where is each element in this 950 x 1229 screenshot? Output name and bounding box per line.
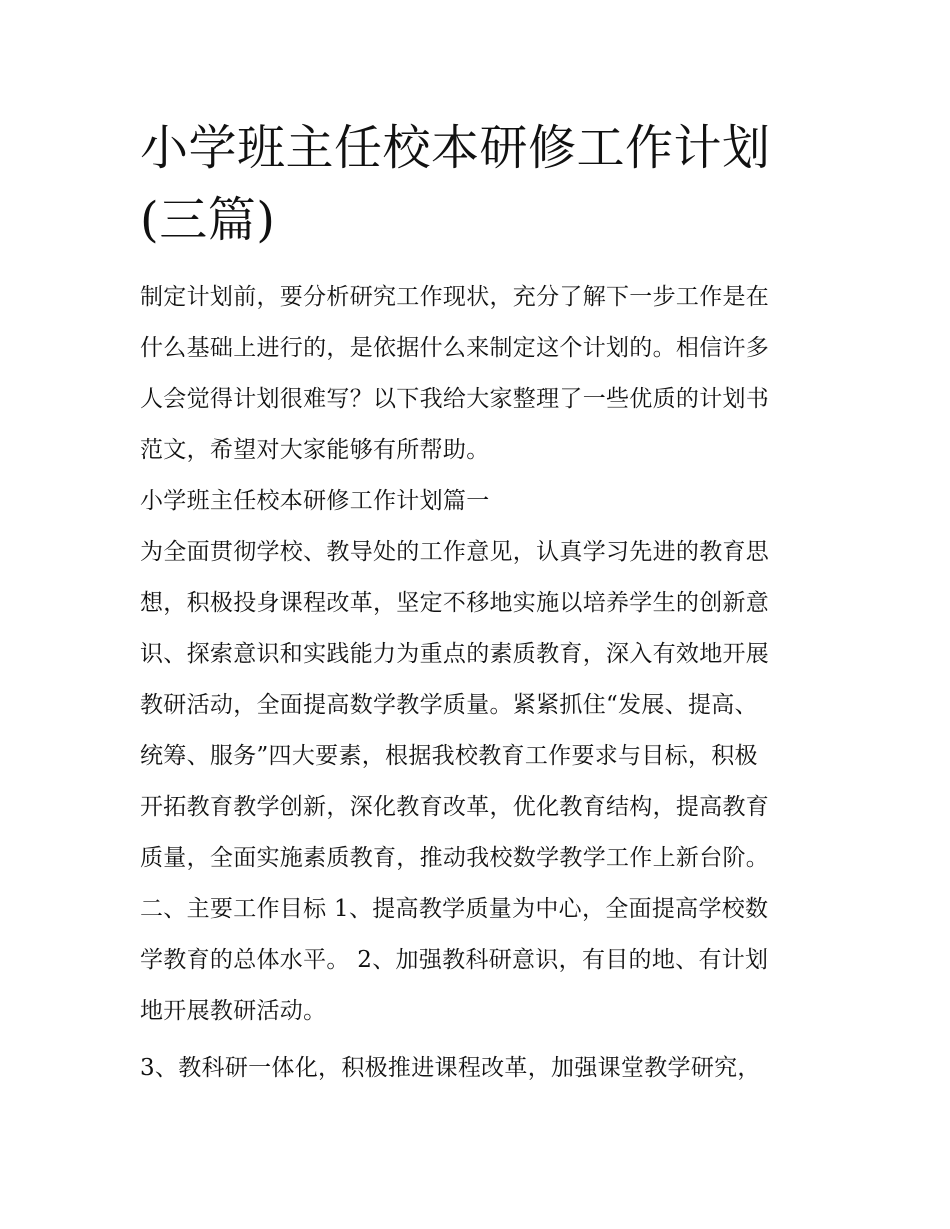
- paragraph-line: 二、主要工作目标 1、提高教学质量为中心，全面提高学校数: [140, 896, 769, 922]
- intro-line: 范文，希望对大家能够有所帮助。: [140, 437, 490, 463]
- paragraph-line: 想，积极投身课程改革，坚定不移地实施以培养学生的创新意: [140, 590, 770, 616]
- intro-line: 什么基础上进行的，是依据什么来制定这个计划的。相信许多: [140, 335, 770, 361]
- intro-line: 人会觉得计划很难写？以下我给大家整理了一些优质的计划书: [140, 386, 770, 412]
- paragraph-line: 3、教科研一体化，积极推进课程改革，加强课堂教学研究，: [140, 1055, 761, 1081]
- paragraph-line: 教研活动，全面提高数学教学质量。紧紧抓住“发展、提高、: [140, 692, 758, 718]
- section-heading: 小学班主任校本研修工作计划篇一: [140, 488, 490, 514]
- paragraph-line: 地开展教研活动。: [140, 998, 327, 1024]
- title-line: (三篇): [140, 192, 276, 248]
- document-title: [140, 112, 820, 256]
- paragraph-line: 质量，全面实施素质教育，推动我校数学教学工作上新台阶。: [140, 845, 770, 871]
- paragraph-line: 为全面贯彻学校、教导处的工作意见，认真学习先进的教育思: [140, 539, 770, 565]
- document-page: [140, 112, 820, 1094]
- document-body: [140, 272, 820, 1094]
- paragraph-line: 统筹、服务”四大要素，根据我校教育工作要求与目标，积极: [140, 743, 758, 769]
- paragraph-line: 学教育的总体水平。 2、加强教科研意识，有目的地、有计划: [140, 947, 769, 973]
- intro-line: 制定计划前，要分析研究工作现状，充分了解下一步工作是在: [140, 284, 770, 310]
- title-line: 小学班主任校本研修工作计划: [140, 120, 771, 176]
- paragraph-line: 开拓教育教学创新，深化教育改革，优化教育结构，提高教育: [140, 794, 770, 820]
- paragraph-line: 识、探索意识和实践能力为重点的素质教育，深入有效地开展: [140, 641, 770, 667]
